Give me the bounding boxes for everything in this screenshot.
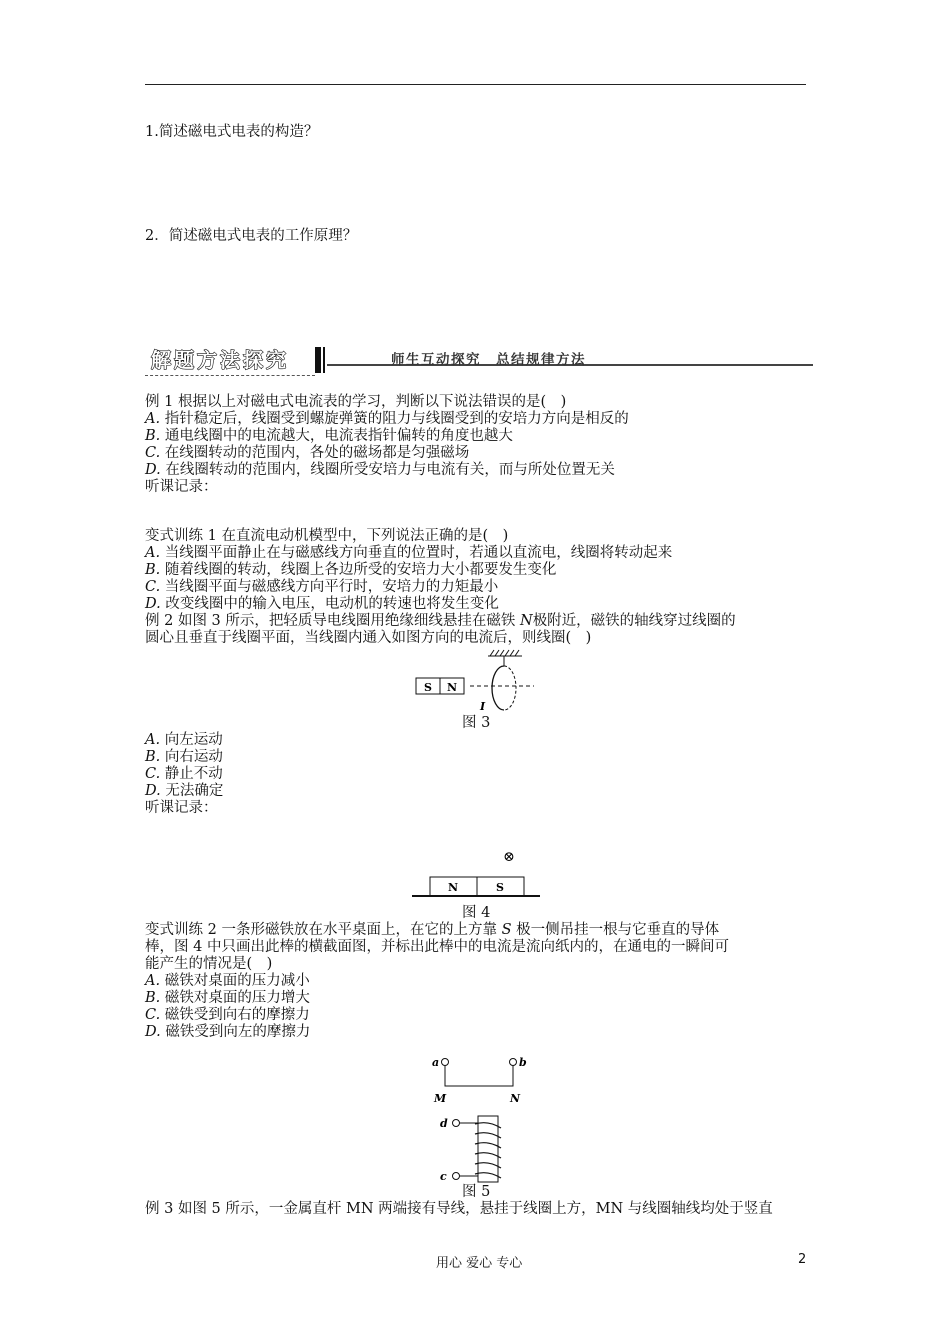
example-1-option-c: C. 在线圈转动的范围内，各处的磁场都是匀强磁场 xyxy=(145,445,470,461)
example-2-option-d: D. 无法确定 xyxy=(145,783,224,799)
coil-core xyxy=(478,1116,498,1182)
terminal-c xyxy=(453,1173,460,1180)
rod-mn-wire xyxy=(445,1066,513,1087)
example-3-line-1: 例 3 如图 5 所示，一金属直杆 MN 两端接有导线，悬挂于线圈上方，MN 与线圈轴线均处于竖直 xyxy=(145,1201,773,1217)
figure-5 xyxy=(420,1050,540,1185)
figure-3 xyxy=(410,644,540,720)
example-2-line-1: 例 2 如图 3 所示，把轻质导电线圈用绝缘细线悬挂在磁铁 N极附近，磁铁的轴线穿过线圈的 xyxy=(145,613,736,629)
label-current: I xyxy=(480,700,486,713)
section-banner xyxy=(145,342,813,376)
variation-1-option-c: C. 当线圈平面与磁感线方向平行时，安培力的力矩最小 xyxy=(145,579,499,595)
variation-1-option-b: B. 随着线圈的转动，线圈上各边所受的安培力大小都要发生变化 xyxy=(145,562,557,578)
ceiling-hatch xyxy=(488,650,522,656)
page-number: 2 xyxy=(798,1252,807,1267)
label-s: S xyxy=(424,681,432,694)
variation-1-option-d: D. 改变线圈中的输入电压，电动机的转速也将发生变化 xyxy=(145,596,499,612)
variation-2-option-a: A. 磁铁对桌面的压力减小 xyxy=(145,973,310,989)
terminal-b xyxy=(510,1059,517,1066)
label-m: M xyxy=(434,1092,447,1105)
question-2: 2．简述磁电式电表的工作原理？ xyxy=(145,228,358,244)
figure-3-caption: 图 3 xyxy=(462,715,491,731)
example-1-notes: 听课记录： xyxy=(145,479,218,495)
coil-back xyxy=(504,666,516,710)
footer-motto: 用心 爱心 专心 xyxy=(436,1256,523,1271)
label-d: d xyxy=(440,1117,448,1130)
header-rule xyxy=(145,84,806,85)
figure-4 xyxy=(410,845,550,907)
banner-divider xyxy=(315,347,321,373)
banner-title: 解题方法探究 xyxy=(151,348,289,372)
example-2-option-c: C. 静止不动 xyxy=(145,766,223,782)
variation-2-option-c: C. 磁铁受到向右的摩擦力 xyxy=(145,1007,310,1023)
banner-subtitle: 师生互动探究 总结规律方法 xyxy=(391,352,586,368)
variation-2-option-b: B. 磁铁对桌面的压力增大 xyxy=(145,990,310,1006)
label-a: a xyxy=(432,1056,440,1069)
example-2-notes: 听课记录： xyxy=(145,800,218,816)
banner-divider-thin xyxy=(323,347,325,373)
label-s: S xyxy=(496,881,504,894)
label-b: b xyxy=(519,1056,527,1069)
question-1: 1.简述磁电式电表的构造？ xyxy=(145,124,319,140)
example-2-option-b: B. 向右运动 xyxy=(145,749,223,765)
current-into-page-icon: ⊗ xyxy=(503,849,515,865)
label-n: N xyxy=(510,1092,521,1105)
example-2-option-a: A. 向左运动 xyxy=(145,732,223,748)
variation-1-stem: 变式训练 1 在直流电动机模型中，下列说法正确的是( ) xyxy=(145,528,509,544)
variation-2-line-3: 能产生的情况是( ) xyxy=(145,956,273,972)
label-c: c xyxy=(440,1170,447,1183)
label-n: N xyxy=(446,681,458,694)
coil-front xyxy=(492,666,504,710)
example-1-option-b: B. 通电线圈中的电流越大，电流表指针偏转的角度也越大 xyxy=(145,428,513,444)
label-n: N xyxy=(447,881,459,894)
example-1-option-a: A. 指针稳定后，线圈受到螺旋弹簧的阻力与线圈受到的安培力方向是相反的 xyxy=(145,411,629,427)
example-1-option-d: D. 在线圈转动的范围内，线圈所受安培力与电流有关，而与所处位置无关 xyxy=(145,462,615,478)
example-2-line-2: 圆心且垂直于线圈平面，当线圈内通入如图方向的电流后，则线圈( ) xyxy=(145,630,592,646)
variation-2-line-2: 棒，图 4 中只画出此棒的横截面图，并标出此棒中的电流是流向纸内的，在通电的一瞬间可 xyxy=(145,939,729,955)
figure-5-caption: 图 5 xyxy=(462,1184,491,1200)
variation-2-option-d: D. 磁铁受到向左的摩擦力 xyxy=(145,1024,311,1040)
variation-2-line-1: 变式训练 2 一条形磁铁放在水平桌面上，在它的上方靠 S 极一侧吊挂一根与它垂直的导体 xyxy=(145,922,720,938)
terminal-d xyxy=(453,1120,460,1127)
terminal-a xyxy=(442,1059,449,1066)
banner-dotted-underline xyxy=(145,375,315,376)
figure-4-caption: 图 4 xyxy=(462,905,491,921)
variation-1-option-a: A. 当线圈平面静止在与磁感线方向垂直的位置时，若通以直流电，线圈将转动起来 xyxy=(145,545,673,561)
example-1-stem: 例 1 根据以上对磁电式电流表的学习，判断以下说法错误的是( ) xyxy=(145,394,567,410)
